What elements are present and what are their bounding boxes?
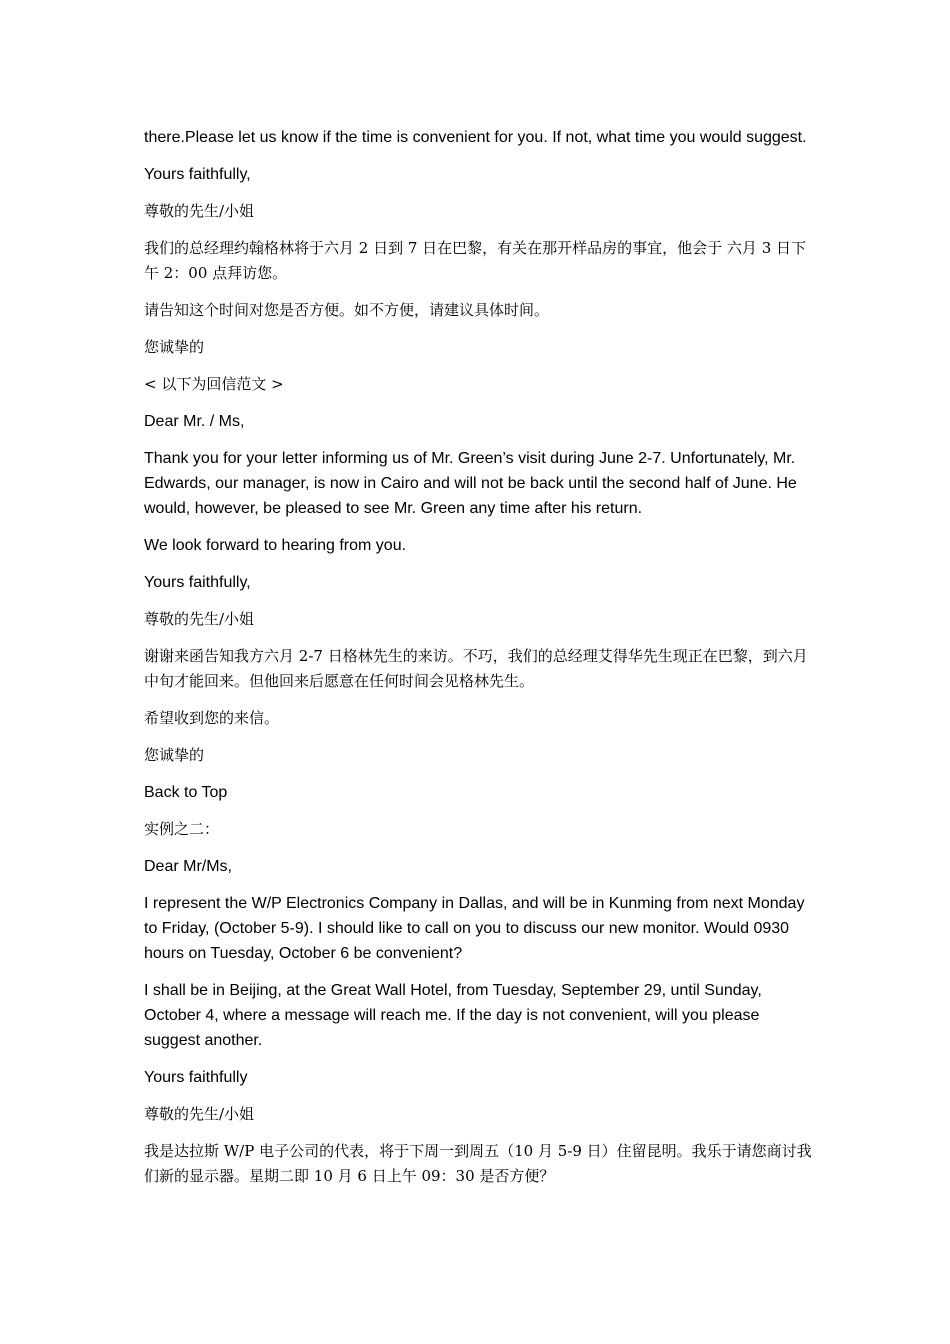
salutation-cn: 尊敬的先生/小姐 (144, 610, 255, 628)
paragraph: I represent the W/P Electronics Company in Dallas, and will be in Kunming from next Monday to Friday, (October 5-9). I should like to call on you to discuss our new monitor. Would 0930 hours on Tuesday, October 6 be convenient? (144, 895, 805, 962)
example-heading: 实例之二： (144, 820, 220, 838)
paragraph: Thank you for your letter informing us of Mr. Green’s visit during June 2-7. Unfortunately, Mr. Edwards, our manager, is now in Cairo and will not be back until the second half of June. He would, however, be pleased to see Mr. Green any time after his return. (144, 450, 797, 517)
letter-body (144, 125, 816, 1201)
section-note: < 以下为回信范文 > (144, 375, 284, 393)
paragraph-cn: 希望收到您的来信。 (144, 709, 280, 727)
paragraph-cn: 我们的总经理约翰格林将于六月 2 日到 7 日在巴黎，有关在那开样品房的事宜，他会于 六月 3 日下午 2：00 点拜访您。 (144, 239, 807, 282)
closing-line: Yours faithfully (144, 1069, 248, 1086)
paragraph-cn: 我是达拉斯 W/P 电子公司的代表，将于下周一到周五（10 月 5-9 日）住留昆明。我乐于请您商讨我们新的显示器。星期二即 10 月 6 日上午 09：30 是否方便？ (144, 1142, 812, 1185)
closing-line-cn: 您诚挚的 (144, 338, 205, 356)
paragraph: there.Please let us know if the time is convenient for you. If not, what time you would suggest. (144, 129, 807, 146)
paragraph-cn: 谢谢来函告知我方六月 2-7 日格林先生的来访。不巧，我们的总经理艾得华先生现正在巴黎，到六月中旬才能回来。但他回来后愿意在任何时间会见格林先生。 (144, 647, 808, 690)
salutation-cn: 尊敬的先生/小姐 (144, 202, 255, 220)
paragraph-cn: 请告知这个时间对您是否方便。如不方便，请建议具体时间。 (144, 301, 550, 319)
paragraph: We look forward to hearing from you. (144, 537, 407, 554)
salutation: Dear Mr/Ms, (144, 858, 232, 875)
back-to-top-link[interactable]: Back to Top (144, 784, 228, 801)
closing-line-cn: 您诚挚的 (144, 746, 205, 764)
closing-line: Yours faithfully, (144, 166, 251, 183)
paragraph: I shall be in Beijing, at the Great Wall Hotel, from Tuesday, September 29, until Sunday, October 4, where a message will reach me. If the day is not convenient, will you please suggest another. (144, 982, 762, 1049)
salutation: Dear Mr. / Ms, (144, 413, 245, 430)
salutation-cn: 尊敬的先生/小姐 (144, 1105, 255, 1123)
closing-line: Yours faithfully, (144, 574, 251, 591)
